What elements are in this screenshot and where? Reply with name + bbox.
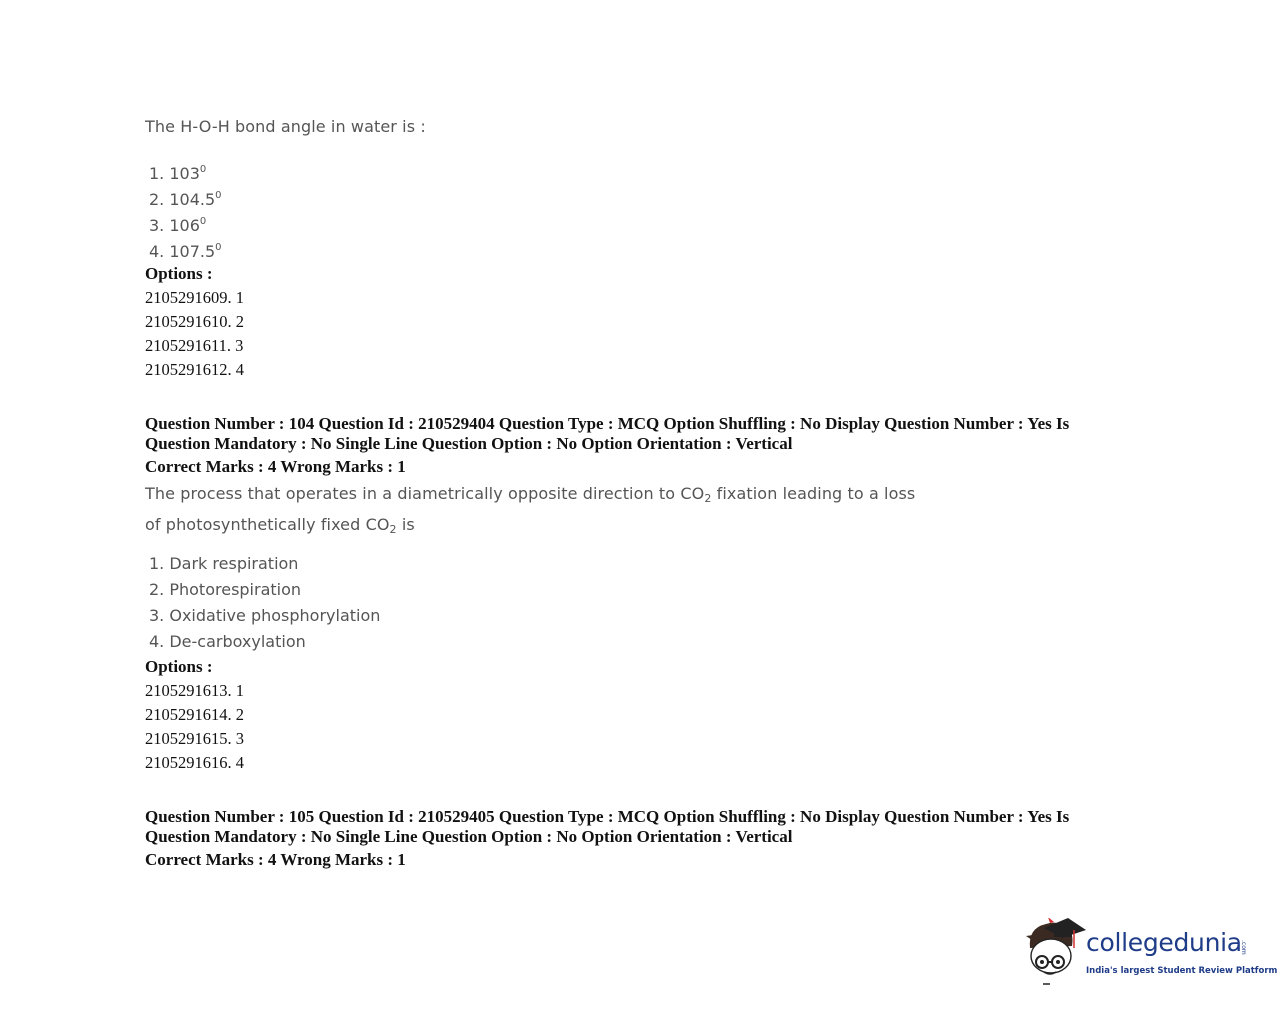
option-id-list	[145, 286, 244, 382]
option-id: 2105291613. 1	[145, 681, 244, 700]
choice-item: 2. 104.5$^0$	[149, 190, 222, 209]
question-103-text: The H-O-H bond angle in water is :	[145, 117, 426, 136]
option-id: 2105291614. 2	[145, 705, 244, 724]
choice-item: 3. $106^0$	[149, 216, 207, 235]
choice-item: 1. $103^0$	[149, 164, 207, 183]
question-103-choices	[149, 157, 222, 261]
question-105-meta	[145, 807, 1145, 847]
collegedunia-mascot-icon	[1024, 918, 1088, 990]
logo-suffix: .com	[1240, 940, 1247, 955]
choice-item: 2. Photorespiration	[149, 580, 302, 599]
option-id: 2105291611. 3	[145, 336, 244, 355]
option-id-list	[145, 679, 244, 775]
meta-line: Question Number : 104 Question Id : 210529404 Question Type : MCQ Option Shuffling : No Display Question Number : Yes Is	[145, 414, 1070, 433]
question-104-marks: Correct Marks : 4 Wrong Marks : 1	[145, 457, 406, 476]
choice-item: 3. Oxidative phosphorylation	[149, 606, 381, 625]
meta-line: Question Mandatory : No Single Line Question Option : No Option Orientation : Vertical	[145, 827, 793, 846]
choice-item: 1. Dark respiration	[149, 554, 299, 573]
question-105-marks: Correct Marks : 4 Wrong Marks : 1	[145, 850, 406, 869]
logo-tagline: India's largest Student Review Platform	[1086, 966, 1278, 976]
option-id: 2105291615. 3	[145, 729, 244, 748]
logo-wordmark: collegedunia	[1086, 928, 1242, 957]
meta-line: Question Number : 105 Question Id : 210529405 Question Type : MCQ Option Shuffling : No Display Question Number : Yes Is	[145, 807, 1070, 826]
question-104-meta	[145, 414, 1145, 454]
option-id: 2105291609. 1	[145, 288, 244, 307]
choice-item: 4. De-carboxylation	[149, 632, 306, 651]
options-label: Options :	[145, 657, 213, 676]
option-id: 2105291616. 4	[145, 753, 244, 772]
choice-item: 4. 107.5$^0$	[149, 242, 222, 261]
options-label: Options :	[145, 264, 213, 283]
option-id: 2105291610. 2	[145, 312, 244, 331]
option-id: 2105291612. 4	[145, 360, 244, 379]
question-104-choices	[149, 551, 380, 655]
question-104-text: The process that operates in a diametrically opposite direction to $CO_2$ fixation leading to a loss of photosynthetically fixed $CO_2$ is	[145, 484, 916, 536]
meta-line: Question Mandatory : No Single Line Question Option : No Option Orientation : Vertical	[145, 434, 793, 453]
